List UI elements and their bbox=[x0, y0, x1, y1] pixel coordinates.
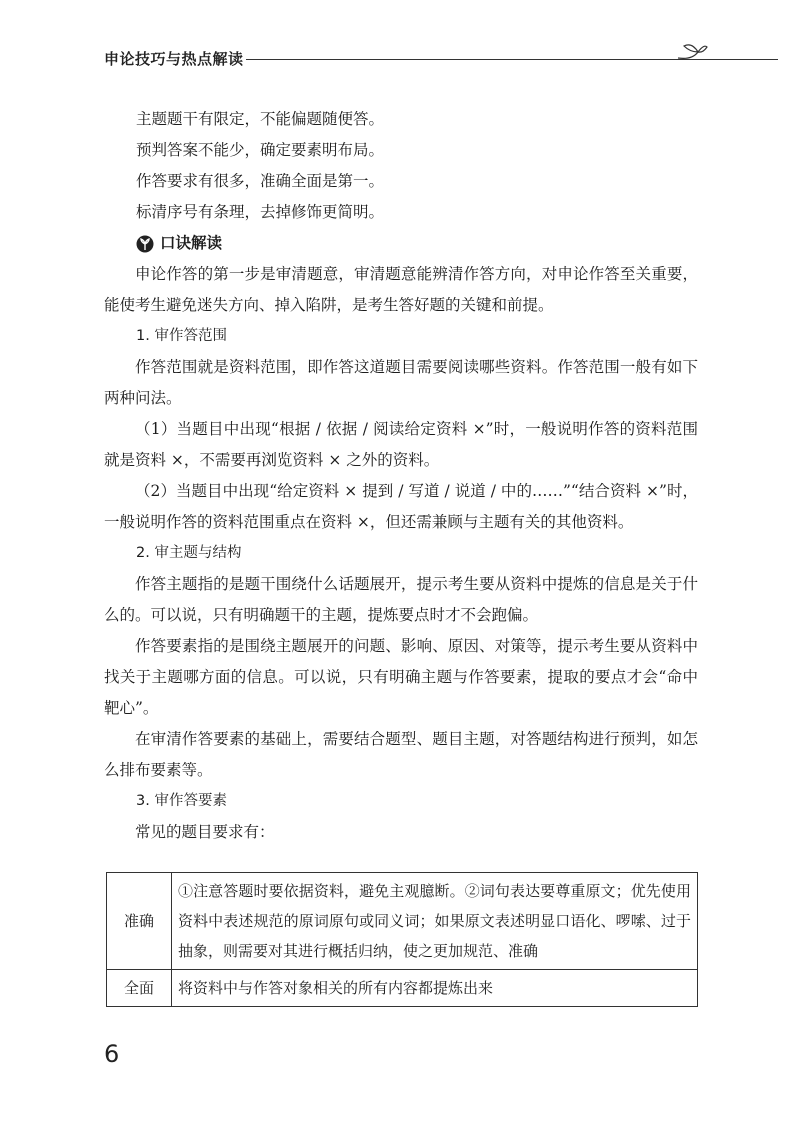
requirement-desc: 将资料中与作答对象相关的所有内容都提炼出来 bbox=[172, 970, 698, 1007]
section-heading bbox=[104, 228, 698, 259]
requirement-term: 全面 bbox=[107, 970, 172, 1007]
flower-icon bbox=[136, 235, 154, 253]
requirement-desc: ①注意答题时要依据资料，避免主观臆断。②词句表达要尊重原文；优先使用资料中表述规范的原词原句或同义词；如果原文表述明显口语化、啰嗦、过于抽象，则需要对其进行概括归纳，使之更加规范、准确 bbox=[172, 873, 698, 970]
table-row bbox=[107, 970, 698, 1007]
requirement-term: 准确 bbox=[107, 873, 172, 970]
intro-paragraph: 申论作答的第一步是审清题意，审清题意能辨清作答方向，对申论作答至关重要，能使考生避免迷失方向、掉入陷阱，是考生答好题的关键和前提。 bbox=[104, 265, 698, 314]
subsection-title: 3. 审作答要素 bbox=[136, 793, 227, 809]
paragraph: 作答范围就是资料范围，即作答这道题目需要阅读哪些资料。作答范围一般有如下两种问法。 bbox=[104, 358, 698, 407]
mnemonic-line: 标清序号有条理，去掉修饰更简明。 bbox=[136, 203, 385, 221]
paragraph: 作答要素指的是围绕主题展开的问题、影响、原因、对策等，提示考生要从资料中找关于主题哪方面的信息。可以说，只有明确主题与作答要素，提取的要点才会“命中靶心”。 bbox=[104, 637, 698, 717]
paragraph: （2）当题目中出现“给定资料 × 提到 / 写道 / 说道 / 中的……”“结合资料 ×”时，一般说明作答的资料范围重点在资料 ×，但还需兼顾与主题有关的其他资料。 bbox=[104, 482, 698, 531]
running-header bbox=[104, 44, 704, 76]
mnemonic-line: 主题题干有限定，不能偏题随便答。 bbox=[136, 110, 385, 128]
page-content bbox=[104, 104, 698, 848]
running-header-title: 申论技巧与热点解读 bbox=[104, 50, 244, 68]
subsection-title: 1. 审作答范围 bbox=[136, 328, 227, 344]
sprout-icon bbox=[674, 38, 708, 64]
subsection-title: 2. 审主题与结构 bbox=[136, 545, 242, 561]
section-heading-text: 口诀解读 bbox=[160, 234, 223, 252]
paragraph: （1）当题目中出现“根据 / 依据 / 阅读给定资料 ×”时，一般说明作答的资料范围就是资料 ×，不需要再浏览资料 × 之外的资料。 bbox=[104, 420, 698, 469]
paragraph: 常见的题目要求有： bbox=[135, 823, 275, 841]
table-row bbox=[107, 873, 698, 970]
mnemonic-line: 预判答案不能少，确定要素明布局。 bbox=[136, 141, 385, 159]
paragraph: 作答主题指的是题干围绕什么话题展开，提示考生要从资料中提炼的信息是关于什么的。可以说，只有明确题干的主题，提炼要点时才不会跑偏。 bbox=[104, 575, 698, 624]
requirements-table bbox=[106, 872, 698, 1007]
page-number: 6 bbox=[104, 1040, 120, 1068]
paragraph: 在审清作答要素的基础上，需要结合题型、题目主题，对答题结构进行预判，如怎么排布要素等。 bbox=[104, 730, 698, 779]
mnemonic-line: 作答要求有很多，准确全面是第一。 bbox=[136, 172, 385, 190]
